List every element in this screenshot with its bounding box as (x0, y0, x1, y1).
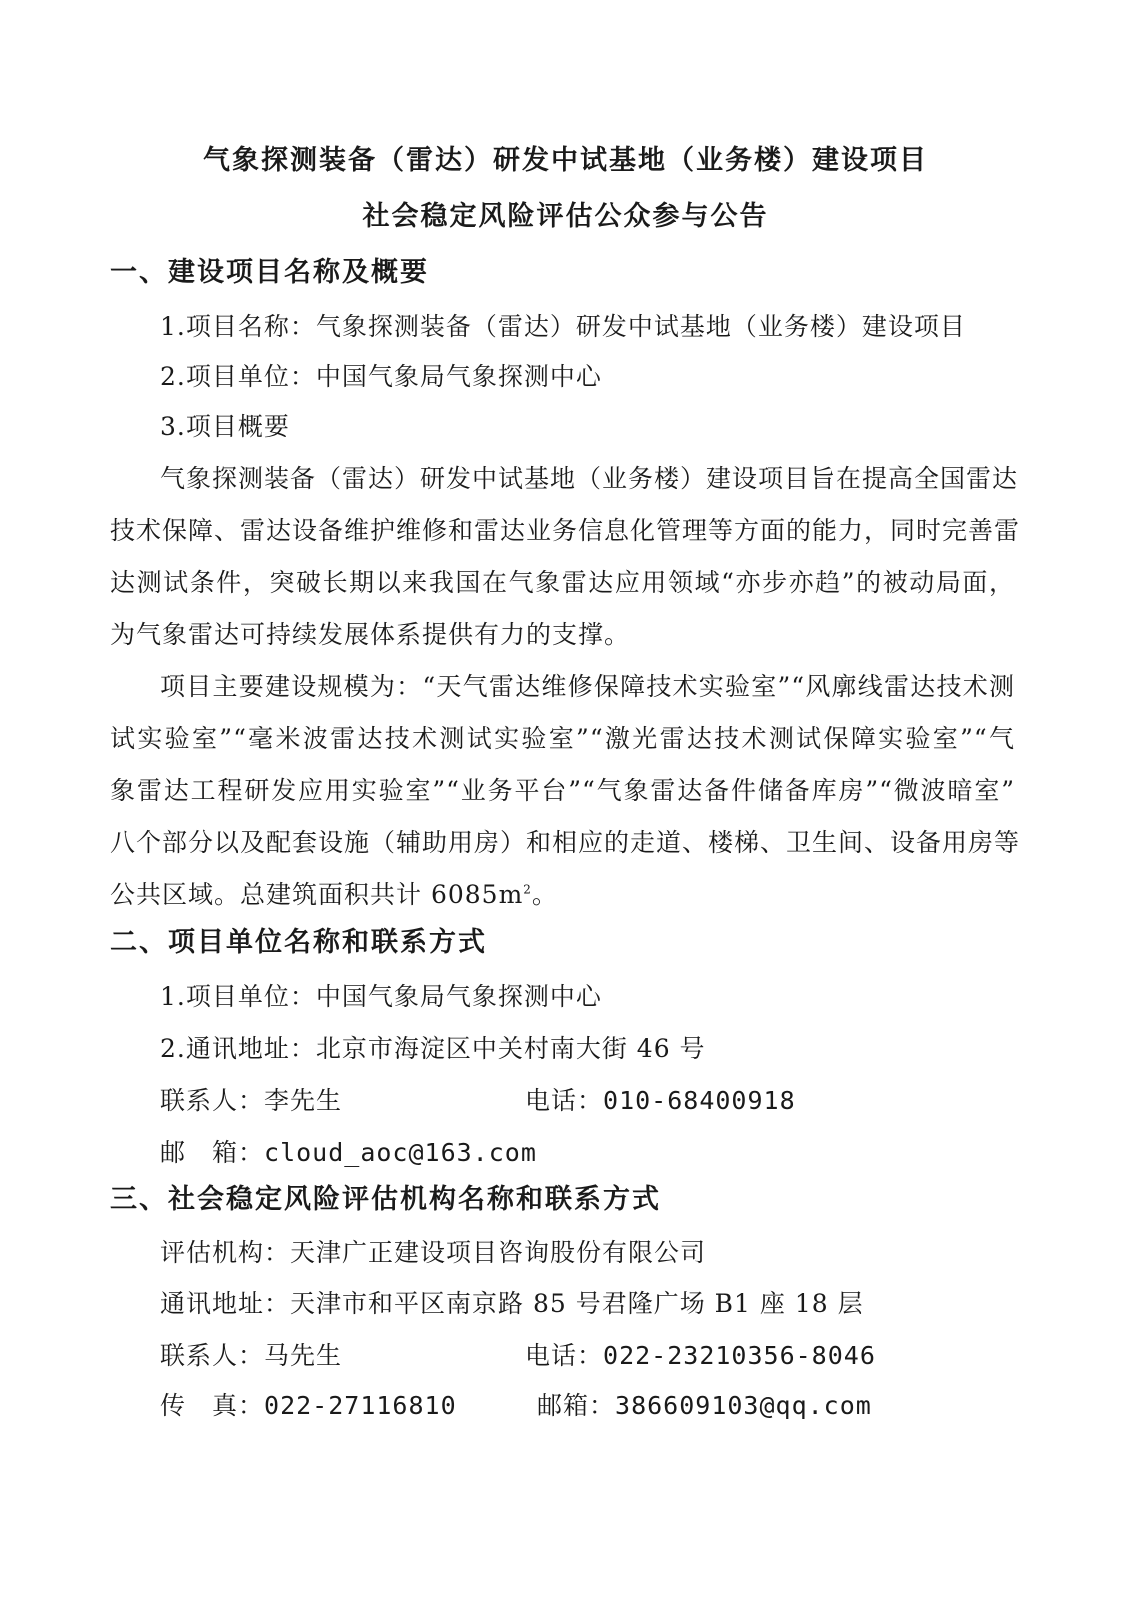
overview-para1-line: 为气象雷达可持续发展体系提供有力的支撑。 (110, 620, 631, 649)
section3-agency: 评估机构：天津广正建设项目咨询股份有限公司 (160, 1238, 707, 1267)
phone-label: 电话： (525, 1086, 604, 1115)
overview-para2-line: 象雷达工程研发应用实验室”“业务平台”“气象雷达备件储备库房”“微波暗室” (110, 776, 1015, 805)
section1-heading: 一、建设项目名称及概要 (110, 257, 429, 288)
section3-contact-person: 联系人：马先生 (160, 1341, 343, 1370)
overview-para2-line: 八个部分以及配套设施（辅助用房）和相应的走道、楼梯、卫生间、设备用房等 (110, 828, 1021, 857)
section2-email (160, 1133, 537, 1169)
fax-label: 传 真： (160, 1391, 265, 1420)
section3-phone (525, 1336, 876, 1372)
phone-label: 电话： (525, 1341, 604, 1370)
fax-number: 022-27116810 (264, 1391, 457, 1420)
email-address: 386609103@qq.com (615, 1391, 872, 1420)
overview-para1-line: 气象探测装备（雷达）研发中试基地（业务楼）建设项目旨在提高全国雷达 (160, 464, 1019, 493)
area-unit-superscript: 2 (523, 882, 532, 897)
phone-number: 022-23210356-8046 (603, 1341, 876, 1370)
total-area-text: 公共区域。总建筑面积共计 6085m (110, 880, 524, 909)
overview-para2-last-line (110, 875, 558, 911)
section2-phone (525, 1081, 796, 1117)
section2-item-unit: 1.项目单位：中国气象局气象探测中心 (160, 982, 602, 1011)
section3-email (537, 1386, 872, 1422)
section2-item-address: 2.通讯地址：北京市海淀区中关村南大街 46 号 (160, 1034, 706, 1063)
overview-para2-line: 试实验室”“毫米波雷达技术测试实验室”“激光雷达技术测试保障实验室”“气 (110, 724, 1015, 753)
phone-number: 010-68400918 (603, 1086, 796, 1115)
email-label: 邮 箱： (160, 1138, 265, 1167)
section2-heading: 二、项目单位名称和联系方式 (110, 927, 487, 958)
title-line-2: 社会稳定风险评估公众参与公告 (362, 201, 769, 232)
section1-item-name: 1.项目名称：气象探测装备（雷达）研发中试基地（业务楼）建设项目 (160, 312, 966, 341)
section2-contact-person: 联系人：李先生 (160, 1086, 343, 1115)
email-address: cloud_aoc@163.com (264, 1138, 537, 1167)
overview-para1-line: 技术保障、雷达设备维护维修和雷达业务信息化管理等方面的能力，同时完善雷 (110, 516, 1021, 545)
sentence-end: 。 (531, 880, 558, 909)
email-label: 邮箱： (537, 1391, 616, 1420)
overview-para1-line: 达测试条件，突破长期以来我国在气象雷达应用领域“亦步亦趋”的被动局面， (110, 568, 1015, 597)
title-line-1: 气象探测装备（雷达）研发中试基地（业务楼）建设项目 (203, 145, 928, 176)
section3-address: 通讯地址：天津市和平区南京路 85 号君隆广场 B1 座 18 层 (160, 1289, 864, 1318)
section3-heading: 三、社会稳定风险评估机构名称和联系方式 (110, 1184, 661, 1215)
section1-item-overview: 3.项目概要 (160, 412, 290, 441)
overview-para2-line: 项目主要建设规模为：“天气雷达维修保障技术实验室”“风廓线雷达技术测 (160, 672, 1015, 701)
section3-fax (160, 1386, 457, 1422)
section1-item-unit: 2.项目单位：中国气象局气象探测中心 (160, 362, 602, 391)
